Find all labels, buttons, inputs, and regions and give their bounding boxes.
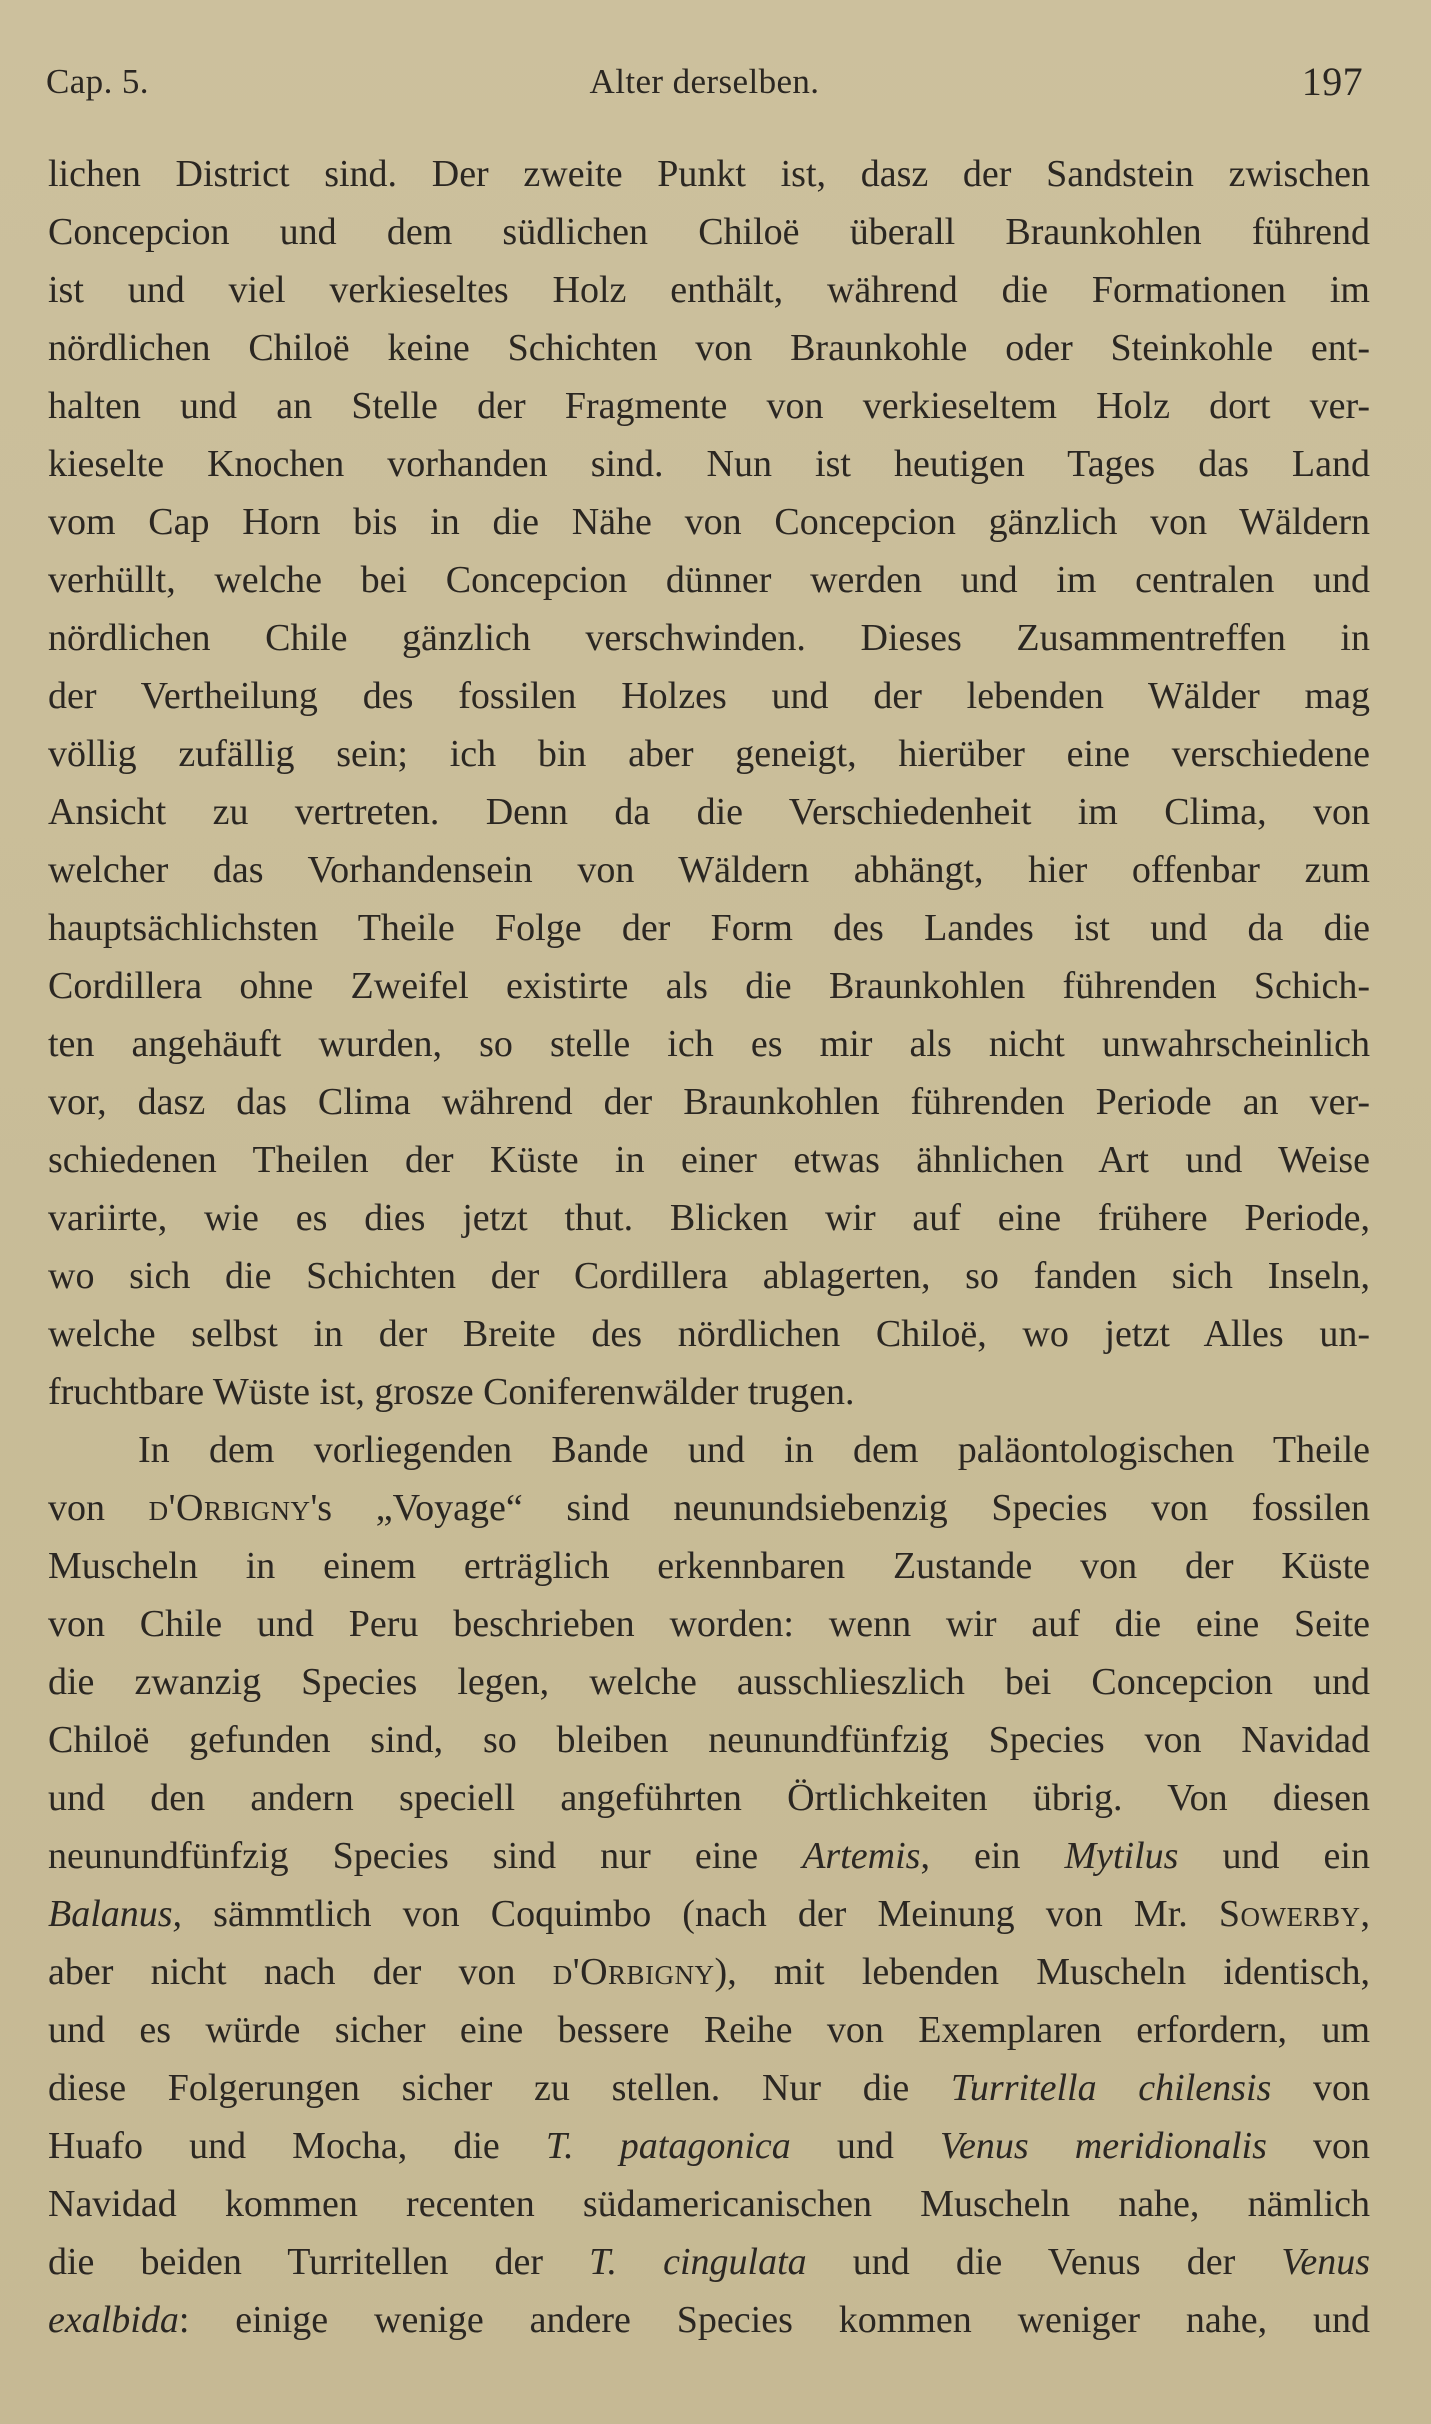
text-run: , ein	[920, 1835, 1065, 1877]
text-line: lichen District sind. Der zweite Punkt ist, dasz der Sandstein zwischen	[48, 153, 1370, 195]
text-run: 's „Voyage“ sind neunundsiebenzig Species von fossilen	[310, 1487, 1370, 1529]
species-name: Venus meridionalis	[940, 2125, 1267, 2167]
page-number: 197	[1301, 59, 1363, 104]
text-run: und ein	[1178, 1835, 1370, 1877]
text-line: Cordillera ohne Zweifel existirte als die Braunkohlen führenden Schich-	[48, 965, 1370, 1007]
text-line: vom Cap Horn bis in die Nähe von Concepcion gänzlich von Wäldern	[48, 501, 1370, 543]
text-line: Muscheln in einem erträglich erkennbaren Zustande von der Küste	[48, 1545, 1370, 1587]
text-run: von	[48, 1487, 149, 1529]
text-run: ), mit lebenden Muscheln identisch,	[714, 1951, 1370, 1993]
text-run: von	[1266, 2125, 1370, 2167]
text-line: variirte, wie es dies jetzt thut. Blicken wir auf eine frühere Periode,	[48, 1197, 1370, 1239]
text-run: diese Folgerungen sicher zu stellen. Nur die	[48, 2067, 951, 2109]
text-line: die zwanzig Species legen, welche ausschlieszlich bei Concepcion und	[48, 1661, 1370, 1703]
chapter-label: Cap. 5.	[46, 62, 149, 101]
species-name: Artemis	[802, 1835, 921, 1877]
text-run: ,	[1360, 1893, 1370, 1935]
text-line: der Vertheilung des fossilen Holzes und der lebenden Wälder mag	[48, 675, 1370, 717]
text-line	[48, 1943, 1370, 2001]
species-name: Turritella chilensis	[950, 2067, 1272, 2109]
species-name: exalbida	[48, 2299, 179, 2341]
text-line: nördlichen Chiloë keine Schichten von Braunkohle oder Steinkohle ent-	[48, 327, 1370, 369]
species-name: Balanus,	[48, 1893, 183, 1935]
text-line: Concepcion und dem südlichen Chiloë überall Braunkohlen führend	[48, 211, 1370, 253]
author-name: Sowerby	[1218, 1893, 1361, 1935]
text-line: Chiloë gefunden sind, so bleiben neunundfünfzig Species von Navidad	[48, 1719, 1370, 1761]
text-line: völlig zufällig sein; ich bin aber geneigt, hierüber eine verschiedene	[48, 733, 1370, 775]
text-line: fruchtbare Wüste ist, grosze Coniferenwälder trugen.	[48, 1371, 855, 1413]
text-line: vor, dasz das Clima während der Braunkohlen führenden Periode an ver-	[48, 1081, 1370, 1123]
text-run: Huafo und Mocha, die	[48, 2125, 546, 2167]
text-line: hauptsächlichsten Theile Folge der Form des Landes ist und da die	[48, 907, 1370, 949]
text-line: welcher das Vorhandensein von Wäldern abhängt, hier offenbar zum	[48, 849, 1370, 891]
text-run: und die Venus der	[806, 2241, 1282, 2283]
text-line: welche selbst in der Breite des nördlichen Chiloë, wo jetzt Alles un-	[48, 1313, 1370, 1355]
text-line: und den andern speciell angeführten Örtlichkeiten übrig. Von diesen	[48, 1777, 1370, 1819]
text-line: wo sich die Schichten der Cordillera ablagerten, so fanden sich Inseln,	[48, 1255, 1370, 1297]
text-line	[48, 1827, 1370, 1885]
text-line: Navidad kommen recenten südamericanischen Muscheln nahe, nämlich	[48, 2183, 1370, 2225]
text-line: Ansicht zu vertreten. Denn da die Verschiedenheit im Clima, von	[48, 791, 1370, 833]
text-line: In dem vorliegenden Bande und in dem paläontologischen Theile	[138, 1429, 1370, 1471]
text-run: von	[1271, 2067, 1370, 2109]
text-line	[48, 2233, 1370, 2291]
text-line: ten angehäuft wurden, so stelle ich es mir als nicht unwahrscheinlich	[48, 1023, 1370, 1065]
running-title: Alter derselben.	[589, 62, 820, 101]
species-name: T. patagonica	[545, 2125, 791, 2167]
species-name: Mytilus	[1064, 1835, 1179, 1877]
text-line	[48, 2059, 1370, 2117]
text-run: und	[790, 2125, 940, 2167]
text-line: halten und an Stelle der Fragmente von verkieseltem Holz dort ver-	[48, 385, 1370, 427]
text-run: neunundfünfzig Species sind nur eine	[48, 1835, 803, 1877]
text-run: die beiden Turritellen der	[48, 2241, 590, 2283]
species-name: Venus	[1281, 2241, 1370, 2283]
text-line	[48, 2117, 1370, 2175]
author-name: d'Orbigny	[552, 1951, 715, 1993]
text-line: und es würde sicher eine bessere Reihe von Exemplaren erfordern, um	[48, 2009, 1370, 2051]
text-line: ist und viel verkieseltes Holz enthält, während die Formationen im	[48, 269, 1370, 311]
text-line: von Chile und Peru beschrieben worden: wenn wir auf die eine Seite	[48, 1603, 1370, 1645]
text-line	[48, 1479, 1370, 1537]
text-line: kieselte Knochen vorhanden sind. Nun ist heutigen Tages das Land	[48, 443, 1370, 485]
text-run: aber nicht nach der von	[48, 1951, 553, 1993]
text-line	[48, 1885, 1370, 1943]
text-line	[48, 2291, 1370, 2349]
species-name: T. cingulata	[589, 2241, 807, 2283]
text-run: : einige wenige andere Species kommen weniger nahe, und	[178, 2299, 1370, 2341]
paragraph-1	[48, 145, 1370, 1421]
text-line: nördlichen Chile gänzlich verschwinden. Dieses Zusammentreffen in	[48, 617, 1370, 659]
body-text	[48, 145, 1370, 2349]
running-header	[46, 57, 1363, 107]
paragraph-2	[48, 1421, 1370, 2349]
author-name: d'Orbigny	[148, 1487, 311, 1529]
text-run: sämmtlich von Coquimbo (nach der Meinung von Mr.	[182, 1893, 1219, 1935]
text-line: schiedenen Theilen der Küste in einer etwas ähnlichen Art und Weise	[48, 1139, 1370, 1181]
text-line: verhüllt, welche bei Concepcion dünner werden und im centralen und	[48, 559, 1370, 601]
